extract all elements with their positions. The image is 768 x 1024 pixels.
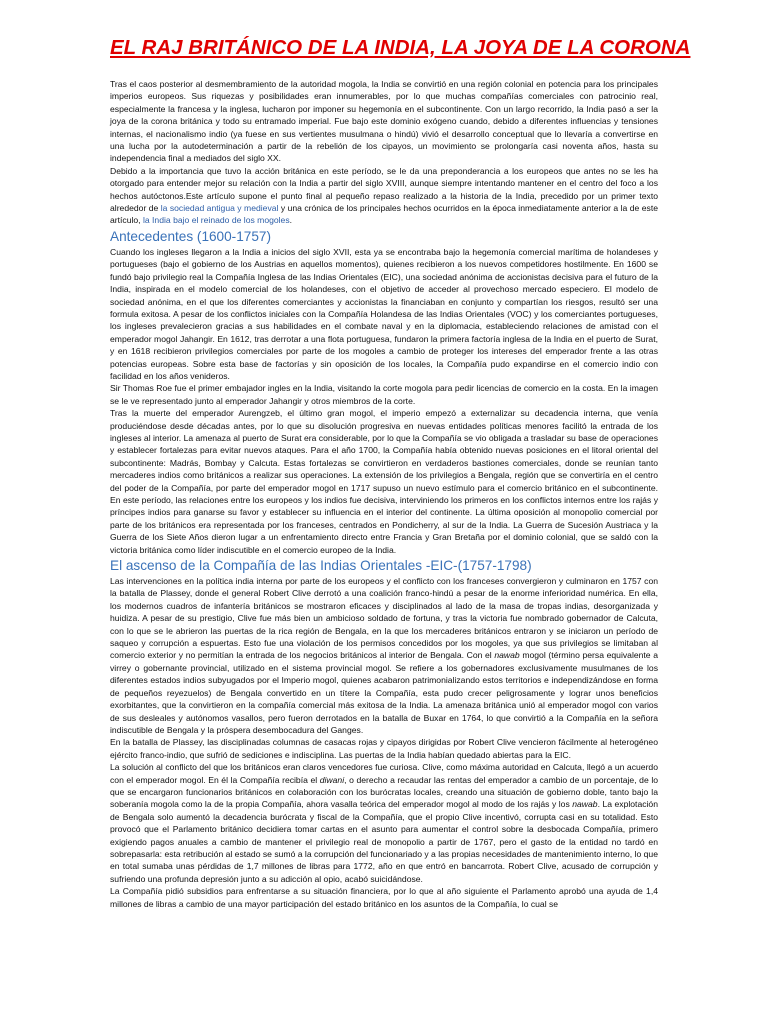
ascenso-p3-text-c: . La explotación de Bengala solo aumentó la decadencia burócrata y fiscal de la Compañía, que el propio Clive incentivó, corrupta casi en su totalidad. Esto provocó que el Parlamento británico decidiera tomar cartas en el asunto para aumentar el control sobre la desbocada Compañía, primero exigiendo pagos anuales a cambio de mantener el privilegio real de monopolio a partir de 1767, pero el gasto de la entidad no tardó en sobrepasarla: esta retribución al estado se sumó a la corrupción del funcionariado y a las propias necesidades de mantenimiento interno, lo que en total sumaba unas pérdidas de 1,7 millones de libras para 1772, año en que entró en bancarrota. Robert Clive, acusado de corrupción y sufriendo una profunda depresión junto a su adicción al opio, acabó suicidándose. (110, 799, 658, 884)
ascenso-paragraph-2: En la batalla de Plassey, las disciplinadas columnas de casacas rojas y cipayos dirigidas por Robert Clive vencieron fácilmente al heterogéneo ejército franco-indio, que sufrió de sediciones e indisciplina. Las puertas de la India habían quedado abiertas para la EIC. (110, 737, 658, 760)
document-title: EL RAJ BRITÁNICO DE LA INDIA, LA JOYA DE LA CORONA (110, 36, 691, 59)
term-diwani: diwani (319, 774, 345, 785)
intro-p2-text-b: y una crónica de los principales hechos ocurridos en la época inmediatamente anterior a la de este artículo, (110, 203, 658, 226)
intro-p2-text-c: . (289, 215, 293, 226)
link-sociedad-antigua[interactable]: la sociedad antigua y medieval (160, 203, 279, 214)
document-page (110, 30, 691, 910)
term-nawab: nawab (494, 650, 520, 661)
ascenso-p1-text-b: mogol (término persa equivalente a virrey o gobernante provincial, utilizado en el sistema provincial mogol. Se refiere a los gobernadores exclusivamente musulmanes de los diferentes estados indios subyugados por el Imperio mogol, quienes acabaron patrimonializando estos territorios e independizándose en forma de pequeños reyezuelos) de Bengala convertido en un títere la Compañía, esta pudo crecer peligrosamente y lograr unos beneficios exorbitantes, que la convirtieron en la compañía comercial más exitosa de la India. La amenaza británica unió al emperador mogol con varios de sus desleales y autónomos vasallos, pero fueron derrotados en la batalla de Buxar en 1764, lo que convirtió a la Compañía en la señora indiscutible de Bengala y la próspera desembocadura del Ganges. (110, 650, 658, 735)
antecedentes-paragraph-2: Sir Thomas Roe fue el primer embajador ingles en la India, visitando la corte mogola para pedir licencias de comercio en la costa. En la imagen se le ve representado junto al emperador Jahangir y otros miembros de la corte. (110, 383, 658, 406)
intro-p2-text-a: Debido a la importancia que tuvo la acción británica en este período, se le da una preponderancia a los europeos que antes no se les ha otorgado para entender mejor su relación con la India a partir del siglo XVIII, aunque siempre intentando mantener en el centro del foco a los hechos autóctonos.Este artículo supone el punto final al pequeño repaso realizado a la historia de la India, precedido por un primer texto alrededor de (110, 165, 658, 214)
ascenso-p3-text-a: La solución al conflicto del que los británicos eran claros vencedores fue curiosa. Clive, como máxima autoridad en Calcuta, llegó a un acuerdo con el emperador mogol. En él la Compañía recibía el (110, 762, 658, 785)
section-heading-antecedentes: Antecedentes (1600-1757) (110, 228, 271, 244)
intro-paragraph-2 (110, 165, 658, 227)
ascenso-paragraph-3 (110, 761, 658, 885)
intro-paragraph-1: Tras el caos posterior al desmembramiento de la autoridad mogola, la India se convirtió en una región colonial en potencia para los principales imperios europeos. Sus riquezas y posibilidades eran innumerables, por lo que muchas compañías comerciales con patrocinio real, especialmente la francesa y la inglesa, lucharon por imponer su hegemonía en el subcontinente. Con un largo recorrido, la India pasó a ser la joya de la corona británica y todo su entramado imperial. Fue bajo este dominio exógeno cuando, debido a diferentes influencias y tensiones internas, el nacionalismo indio (ya fuese en sus vertientes musulmana o hindú) vivió el desarrollo conceptual que lo llevaría a convertirse en una lucha por la autodeterminación a partir de la rebelión de los cipayos, un movimiento se prolongaría casi noventa años, hasta su independencia final a mediados del siglo XX. (110, 79, 658, 164)
antecedentes-paragraph-3: Tras la muerte del emperador Aurengzeb, el último gran mogol, el imperio empezó a externalizar su decadencia interna, que venía produciéndose desde décadas antes, por lo que su disolución progresiva en nuevas entidades políticas menores facilitó la entrada de los ingleses al interior. La amenaza al puerto de Surat era considerable, por lo que la Compañía se vio obligada a trasladar su base de operaciones y establecer fortalezas para evitar nuevos ataques. Para el año 1700, la Compañía había obtenido nuevas posiciones en el litoral oriental del subcontinente: Madrás, Bombay y Calcuta. Estas fortalezas se convirtieron en verdaderos bastiones comerciales, donde se reunían tanto mercaderes indios como británicos a realizar sus operaciones. La extensión de los privilegios a Bengala, región que se convertiría en el centro del poder de la Compañía, por parte del emperador mogol en 1717 supuso un nuevo estímulo para el comercio británico en el subcontinente. En este período, las relaciones entre los europeos y los indios fue decisiva, interviniendo los primeros en los conflictos internos entre los rajás y príncipes indios para ganarse su favor y establecer su influencia en el interior del continente. La última oposición al monopolio comercial por parte de los británicos era representada por los franceses, centrados en Pondicherry, al sur de la India. La Guerra de Sucesión Austriaca y la Guerra de los Siete Años dieron lugar a un enfrentamiento directo entre Francia y Gran Bretaña por el dominio colonial, que se saldó con la victoria británica como líder indiscutible en el comercio europeo de la India. (110, 408, 658, 555)
link-india-mogoles[interactable]: la India bajo el reinado de los mogoles (142, 215, 290, 226)
ascenso-p1-text-a: Las intervenciones en la política india interna por parte de los europeos y el conflicto con los franceses convergieron y culminaron en 1757 con la batalla de Plassey, donde el general Robert Clive derrotó a una coalición franco-hindú a pesar de la enorme inferioridad numérica. En ella, los modernos cuadros de infantería británicos se mostraron eficaces y disciplinados al lado de la masa de tropas indias, desorganizada y huidiza. A pesar de su prestigio, Clive fue más bien un ambicioso soldado de fortuna, y tras la victoria fue nombrado gobernador de Calcuta, con lo que se le abrieron las puertas de la rica región de Bengala, en la que los mercaderes británicos entraron y se iniciaron un período de saqueo y corrupción a espuertas. Esto fue una violación de los permisos concedidos por los mogoles, ya que sus privilegios se limitaban al comercio exterior y no permitían la entrada de los negocios británicos al interior de Bengala. Con el (110, 576, 658, 661)
term-nawab-2: nawab (572, 799, 598, 810)
ascenso-paragraph-4: La Compañía pidió subsidios para enfrentarse a su situación financiera, por lo que al año siguiente el Parlamento aprobó una ayuda de 1,4 millones de libras a cambio de una mayor participación del estado británico en los asuntos de la Compañía, lo cual se (110, 886, 658, 909)
ascenso-paragraph-1 (110, 575, 658, 736)
ascenso-p3-text-b: , o derecho a recaudar las rentas del emperador a cambio de un porcentaje, de lo que se encargaron funcionarios británicos en colaboración con los burócratas locales, creando una situación de gobierno doble, tanto bajo la soberanía mogola como la de la propia Compañía, ahora vasalla teórica del emperador mogol al modo de los rajás y los (110, 774, 659, 810)
antecedentes-paragraph-1: Cuando los ingleses llegaron a la India a inicios del siglo XVII, esta ya se encontraba bajo la hegemonía comercial marítima de holandeses y portugueses (bajo el gobierno de los Austrias en aquellos momentos), quienes recibieron a los nuevos competidores hostilmente. En 1600 se fundó bajo privilegio real la Compañía Inglesa de las Indias Orientales (EIC), una sociedad anónima de accionistas decisiva para el futuro de la India, inspirada en el modelo comercial de los holandeses, con el objetivo de acceder al provechoso mercado especiero. El modelo de sociedad anónima, en el que los diferentes comerciantes y accionistas la financiaban en conjunto y compartían los riesgos, resultó ser una formula exitosa. A pesar de los conflictos iniciales con la Compañía Holandesa de las Indias Orientales (VOC) y los comerciantes portugueses, los ingleses prevalecieron gracias a sus habilidades en el combate naval y en la diplomacia, estableciendo relaciones de amistad con el emperador mogol Jahangir. En 1612, tras derrotar a una flota portuguesa, fundaron la primera factoría inglesa de la India en el puerto de Surat, y en 1618 recibieron privilegios comerciales por parte de los mogoles a cambio de proteger los intereses del emperador frente a las otras potencias europeas. Sobre esta base de factorías y sin oposición de los locales, la Compañía pudo expandirse en el comercio indio con facilidad en los años venideros. (110, 246, 658, 381)
section-heading-ascenso: El ascenso de la Compañía de las Indias Orientales -EIC-(1757-1798) (110, 558, 532, 574)
